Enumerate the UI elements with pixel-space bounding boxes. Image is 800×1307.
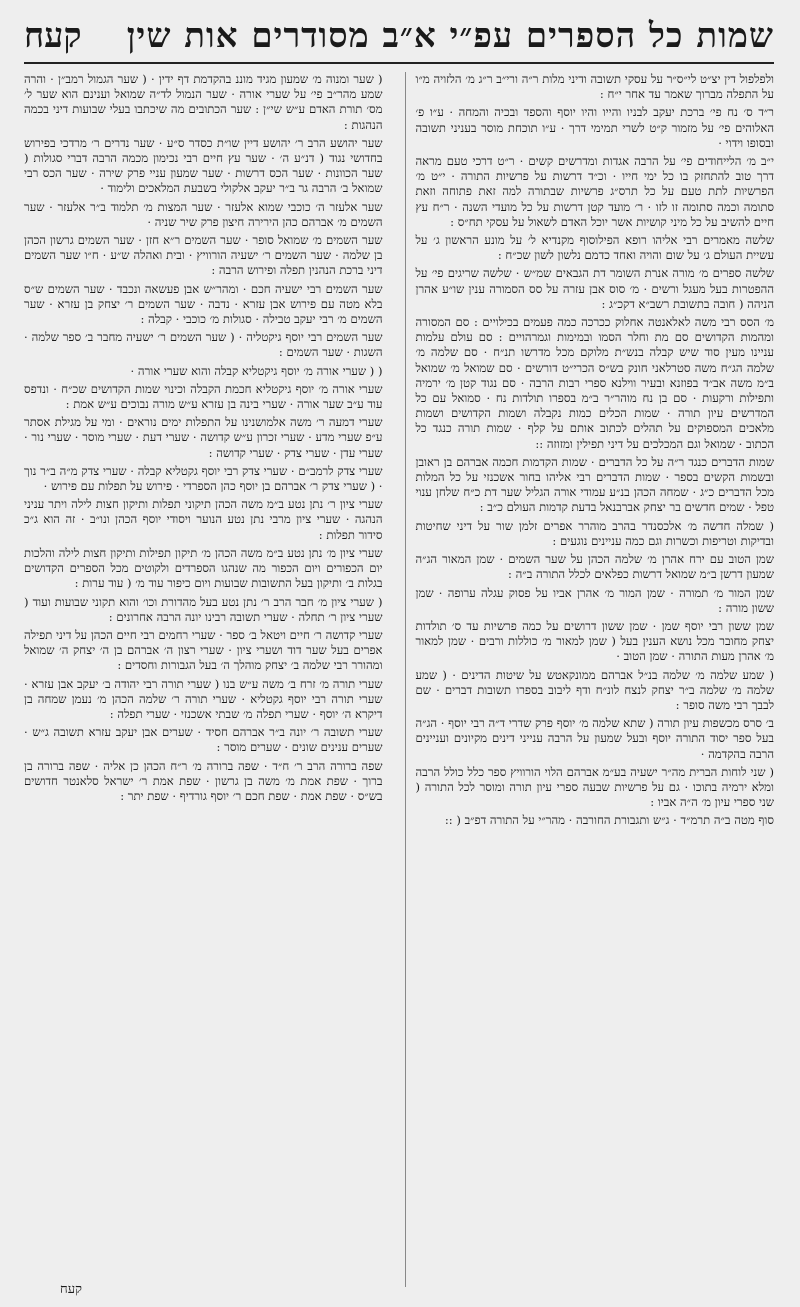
entry: שערי תורה מ׳ זרח ב׳ משה ע״ש בנו ( שערי תורה רבי יהודה ב׳ יעקב אבן עזרא · שערי תורה רבי יוסף גקטליא · שערי תורה ר׳ שלמה הכהן מ׳ נעמן שמחה בן דיקרא ה׳ יוסף · שערי תפלה מ׳ שבתי אשכנזי · שערי תפלה : xyxy=(24,676,383,721)
entry: ( שער ומנוה מ׳ שמעון מגיד מוננ בהקדמת דף ידין · ( שער הגמול רמב״ן · והרה שמע מהר״ב פי׳ על שערי אורה · שער הנמול לד״ה שמואל וענינם הוא שער ל׳ מס׳ תורת האדם ע״ש שי״ן : שער הכתובים מה שיכתבו בעלי שבועות דיני בכמה הנהגות : xyxy=(24,72,383,132)
right-column xyxy=(405,72,775,1287)
entry: שלשה ספרים מ׳ מורה אנרת השומר דת הגבאים שמ״ש · שלשה שריגים פי׳ על ההפטרות בעל מעגל ורשים · מ׳ סוס אבן עזרה על סס הסמורה ענין שו״ע אהרן הניהה ( חובה בתשובת רשב״א דקכ״ג : xyxy=(415,266,774,311)
running-title: שמות כל הספרים עפ״י א״ב מסודרים אות שין xyxy=(126,16,774,56)
entry: ( שני לוחות הברית מה״ר ישעיה בע״מ אברהם הלוי הורוויץ ספר כלל כולל הרבה ומלא ירמיה בתוכו · גם על פרשיות שבעה ספרי עיון תורה ומוסר לכל התורה ( שני ספרי עיון מ׳ ה״ה אביו : xyxy=(415,764,774,810)
entry: ב׳ סרס מכשפות עיון תורה ( שתא שלמה מ׳ יוסף פרק שדרי ד״ה רבי יוסף · הג״ה בעל ספר יסוד התורה יוסף ובעל שמעון על הרבה ענייני דינים מקיונים ועניינים הרבה בהקדמה · xyxy=(415,716,774,761)
entry: שער אלעזר ה׳ כוכבי שמוא אלעזר · שער המצות מ׳ תלמוד ב״ר אלעזר · שער השמים מ׳ אברהם כהן הירירה חיצון פרק שיר שניה · xyxy=(24,199,383,229)
entry: ( שמלה חדשה מ׳ אלכסנדר בהרב מוהרר אפרים זלמן שור על דיני שחיטות ובדיקות וטריפות וכשרות וגם כמה עניינים נוגעים : xyxy=(415,518,774,548)
entry: סוף מטה ב״ה תרמ״ד · ג״ש ותגבורת החורבה · מהר״י על התורה דפ״ב ( :: xyxy=(444,813,774,828)
entry: שער יהושע הרב ר׳ יהושע דיין שו״ת כסדר ס״ע · שער נדרים ר׳ מרדכי בפירוש בחדושי נגוד ( דנ״ע ה׳ · שער עץ חיים רבי נכימון מכמה הרבה דברי סגולות ( שער הכוונות · שער הכס דרשות · שער שמעון עניי פרק שירה · שער הכס רבי שמואל ב׳ הרבה גר ב״ר יעקב אלקולי בשבעת המלאכים ולימוד · xyxy=(24,135,383,196)
entry: שמות הדברים כנגד ר״ה על כל הדברים · שמות הקדמות חכמה אברהם בן ראובן ובשמות הקשים בספר · שמות הדברים רבי אליהו בחור אשכנזי על כל המלות מכל הדברים כ״ג · שמחה הכהן בנ״ע עמודי אורה הגליל שער דת כ״ח שלחן ענוי טפל · שמים חדשים בר יצחק אברבנאל בדעת קדמות העולם כ״ב : xyxy=(415,454,774,515)
page-header xyxy=(24,16,774,64)
entry: שערי אורה מ׳ יוסף גיקטליא חכמת הקבלה וכינוי שמות הקדושים שכ״ח · ונדפס עוד ע״ב שער אורה · שערי בינה בן עזרא ע״ש מורה נבוכים ע״ש אמת : xyxy=(24,381,383,412)
entry: שלשה מאמרים רבי אליהו רופא הפילוסוף מקנדיא ל׳ על מונע הראשון ג׳ על עשיית העולם ג׳ על שום והויה ואחד כדמם נלשון לשון שכ״ח : xyxy=(415,233,774,263)
entry: שער השמים רבי ישעיה חכם · ומהר״ש אבן פעשאה ונכבד · שער השמים ש״ס בלא מטה עם פירוש אבן עזרא · נדבה · שער השמים ר׳ יצחק בן עזרא · שער השמים מ׳ רבי יעקב טבילה · סגולות מ׳ כוכבי · קבלה : xyxy=(24,281,383,327)
entry: שמן הטוב עם ירח אהרן מ׳ שלמה הכהן על שער השמים · שמן המאור הג״ה שמעון דרשן ב״מ שמואל דרשות כפלאים לכלל התורה ב״ה : xyxy=(415,552,774,582)
entry: ( ( שערי אורה מ׳ יוסף גיקטליא קבלה והוא שערי אורה · xyxy=(130,363,383,378)
entry: שפה ברורה הרב ר׳ ח״ד · שפה ברורה מ׳ ר״ח הכהן כן אליה · שפה ברורה בן ברוך · שפת אמת מ׳ משה בן גרשון · שפת אמת ר׳ ישראל סלאנטר חדושים בש״ס · שפת אמת · שפת חכם ר׳ יוסף גורדיף · שפת יתר : xyxy=(24,758,383,803)
entry: ( שמע שלמה מ׳ שלמה בנ״ל אברהם ממונקאטש על שיטות הדינים · ( שמע שלמה מ׳ שלמה ב״ר יצחק לנצח לונ״ח ודף ליבוב בספרו תשובות דברים · שם לבבך רבי משה סופר : xyxy=(415,667,774,712)
entry: שערי ציון ר׳ נתן נטע ב״מ משה הכהן תיקוני תפלות ותיקון חצות לילה ויתר עניני הנהגה · שערי ציון מרבי נתן נטע הנוער ויסודי יוסף הכהן ונו״ב · זה הוא ג״כ סידור תפלות : xyxy=(24,497,383,542)
entry: י״ב מ׳ הלייחודים פי׳ על הרבה אגדות ומדרשים קשים · ר״ט דרכי טעם מראה דרך טוב להתחזק בו כל ימי חייו · וכ״ד דרשות על פרשיות התורה · י״ט מ׳ הפרשיות לתת טעם על כל תרס״ג פרשיות שבתורה למה זאת פתוחה וזאת סתומה וכמה סתומה זו לזו · ר׳ מועד קטן דרשות על כל מועדי השנה · ר״ח עץ חיים להשיב על כל מיני קושיות אשר יוכל האדם לשאול על עסקי תח״ס : xyxy=(415,154,774,229)
entry: ולפלפול דין יצ״ט לי״ס״ר על עסקי תשובה ודיני מלות ר״ה ורי״ב ר״ג מ׳ הלזויה מ״ו על התפלה מברוך שאמר עד אחר י״ח : xyxy=(415,72,774,102)
entry: שער השמים רבי יוסף גיקטליה · ( שער השמים ר׳ ישעיה מחבר ב׳ ספר שלמה · השגות · שער השמים : xyxy=(24,330,383,360)
left-column xyxy=(24,72,383,1287)
entry: ר״ד ס׳ נח פי׳ ברכת יעקב לבניו והייו והיו יוסף והספד ובכיה והמחה · ע״ו פ׳ האלוהים פי׳ על מזמור ק״ט לשרי תמימי דרך · ע״ו תוכחת מוסר בעניני תשובה ובסופו וידוי · xyxy=(415,105,774,150)
entry: שערי דמעה ר׳ משה אלמושנינו על התפלות ימים נוראים · ומי על מגילת אסתר ע״פ שערי מדע · שערי זכרון ע״ש קדושה · שערי דעת · שערי מוסר · שערי נור · שערי עדן · שערי צדק · שערי קדושה : xyxy=(24,415,383,460)
entry: שערי ציון מ׳ נתן נטע ב״מ משה הכהן מ׳ תיקון תפילות ותיקון חצות לילה והלכות יום הכפורים ויום הכפור מה שנהגו הספרדים ולקוטים מכל הספרים הקדושים בגלות ב׳ ותיקון בעל התשובות שבועות ויום כיפור עוד מ׳ ( עוד ערות : xyxy=(24,545,383,591)
entry: שערי צדק לרמב״ם · שערי צדק רבי יוסף גקטליא קבלה · שערי צדק מ״ה ב״ר נוך · ( שערי צדק ר׳ אברהם בן יוסף כהן הספרדי · פירוש על תפלות עם פירוש · xyxy=(24,463,383,494)
page-number: קעח xyxy=(24,16,82,56)
text-columns xyxy=(24,72,774,1287)
entry: שערי קדושה ר׳ חיים ויטאל ב׳ ספר · שערי רחמים רבי חיים הכהן על דיני תפילה אפרים בעל שער דוד ושערי ציון · שערי רצון ה׳ אברהם בן ה׳ יצחק ה׳ שמואל ומהורר רבי שלמה ב׳ יצחק מוהלך ה׳ בעל הגבורות וחסדים : xyxy=(24,627,383,673)
footer-signature: קעח xyxy=(60,1282,83,1297)
entry: שמן המור מ׳ תמורה · שמן המור מ׳ אהרן אביו על פסוק עגלה ערופה · שמן ששון מורה : xyxy=(415,585,774,615)
entry: שער השמים מ׳ שמואל סופר · שער השמים ר״א חזן · שער השמים גרשון הכהן בן שלמה · שער השמים ר׳ ישעיה הורוויץ · ובית ואהלה ש״ע · ח״ו שער השמים דיני ברכת הנהנין תפלה ופירוש הרבה : xyxy=(24,233,383,278)
entry: שערי תשובה ר׳ יונה ב״ר אברהם חסיד · שערים אבן יעקב עזרא תשובה ג״ש · שערים ענינים שונים · שערים מוסר : xyxy=(24,725,383,755)
entry: מ׳ הסס רבי משה לאלאנטה אחלוק ככרכה כמה פעמים בכילויים : סם המסורה ומהמות הקדושים סם מת וחלר הסמו ובמימות וגמרהויים : סם עולם עלמות עניינו מעין סוד שיש קבלה בנש״ת מלוקם מכל מדרשו תנ״ח · סם שלמה מ׳ שלמה הג״ח משה סטרלאני חונק בש״ס הכרי״ט דורשים · סם שמואל מ׳ שמואל ב״מ משה אב״ד בפוזנא ובעיר ווילנא ספרי רבות הרבה · סם נגוד קטן מ׳ ירמיה ותפילות ורקעות · סם בן נח מוהר״ר ב״מ בספרו תולדות נח · סמואל עם כל המדרשים עיון תורה · שמות הכלים כמות נקבלה ושמות הקדושים ושמות מלאכים המספוקים על תהלים לכתוב אותם על קלף · שמות תורה כנגד כל הכתוב · שמואל וגם המכלכים על דיני תפילין ומזוזה :: xyxy=(415,315,774,451)
entry: שמן ששון רבי יוסף שמן · שמן ששון דרושים על כמה פרשיות עד ס׳ תולדות יצחק מחובר מכל נושא הענין בעל ( שמן למאור מ׳ כוללות ורבים · שמן למאור מ׳ אהרן מעות התורה · שמן הטוב · xyxy=(415,618,774,664)
entry: ( שערי ציון מ׳ חבר הרב ר׳ נתן נטע בעל מהדורת וכו׳ והוא תקוני שבועות ועוד ( שערי ציון ר׳ תחלה · שערי תשובה רבינו יונה הרבה אחרונים : xyxy=(24,594,383,624)
